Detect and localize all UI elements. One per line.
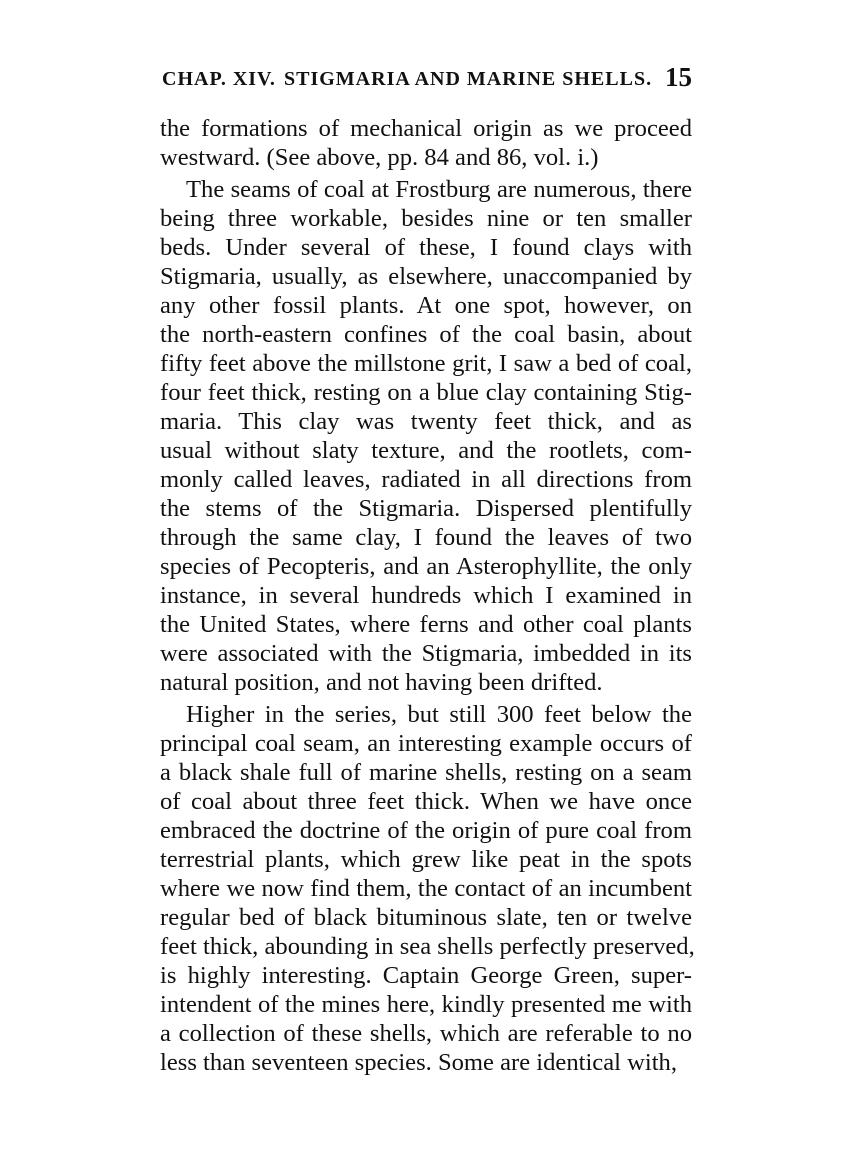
running-head — [162, 62, 692, 102]
paragraph — [160, 175, 692, 697]
text-line: four feet thick, resting on a blue clay containing Stig- — [160, 379, 692, 406]
text-line: less than seventeen species. Some are identical with, — [160, 1049, 677, 1076]
text-line: terrestrial plants, which grew like peat in the spots — [160, 846, 692, 873]
text-line: instance, in several hundreds which I examined in — [160, 582, 692, 609]
text-line: Stigmaria, usually, as elsewhere, unaccompanied by — [160, 263, 692, 290]
text-line: westward. (See above, pp. 84 and 86, vol. i.) — [160, 144, 599, 171]
body-text — [160, 114, 695, 1077]
page-number: 15 — [665, 62, 692, 92]
text-line: is highly interesting. Captain George Green, super- — [160, 962, 692, 989]
text-line: usual without slaty texture, and the rootlets, com- — [160, 437, 692, 464]
text-line: beds. Under several of these, I found clays with — [160, 234, 692, 261]
text-line: regular bed of black bituminous slate, ten or twelve — [160, 904, 692, 931]
text-line: through the same clay, I found the leaves of two — [160, 524, 692, 551]
text-line: being three workable, besides nine or ten smaller — [160, 205, 692, 232]
text-line: a black shale full of marine shells, resting on a seam — [160, 759, 692, 786]
paragraph — [160, 700, 695, 1077]
text-line: Higher in the series, but still 300 feet below the — [186, 701, 692, 728]
text-line: principal coal seam, an interesting example occurs of — [160, 730, 692, 757]
text-line: the stems of the Stigmaria. Dispersed plentifully — [160, 495, 692, 522]
text-line: natural position, and not having been drifted. — [160, 669, 603, 696]
text-line: the United States, where ferns and other coal plants — [160, 611, 692, 638]
chapter-label: CHAP. XIV. — [162, 68, 276, 90]
text-line: a collection of these shells, which are referable to no — [160, 1020, 692, 1047]
text-line: maria. This clay was twenty feet thick, and as — [160, 408, 692, 435]
text-line: the north-eastern confines of the coal basin, about — [160, 321, 692, 348]
text-line: any other fossil plants. At one spot, however, on — [160, 292, 692, 319]
text-line: were associated with the Stigmaria, imbedded in its — [160, 640, 692, 667]
text-line: monly called leaves, radiated in all directions from — [160, 466, 692, 493]
running-title: STIGMARIA AND MARINE SHELLS. — [284, 68, 653, 90]
text-line: species of Pecopteris, and an Asterophyllite, the only — [160, 553, 692, 580]
text-line: of coal about three feet thick. When we have once — [160, 788, 692, 815]
text-line: intendent of the mines here, kindly presented me with — [160, 991, 692, 1018]
text-line: the formations of mechanical origin as we proceed — [160, 115, 692, 142]
text-line: feet thick, abounding in sea shells perfectly preserved, — [160, 933, 695, 960]
paragraph — [160, 114, 692, 172]
text-line: embraced the doctrine of the origin of pure coal from — [160, 817, 692, 844]
text-line: fifty feet above the millstone grit, I saw a bed of coal, — [160, 350, 692, 377]
text-line: The seams of coal at Frostburg are numerous, there — [186, 176, 692, 203]
text-line: where we now find them, the contact of an incumbent — [160, 875, 692, 902]
